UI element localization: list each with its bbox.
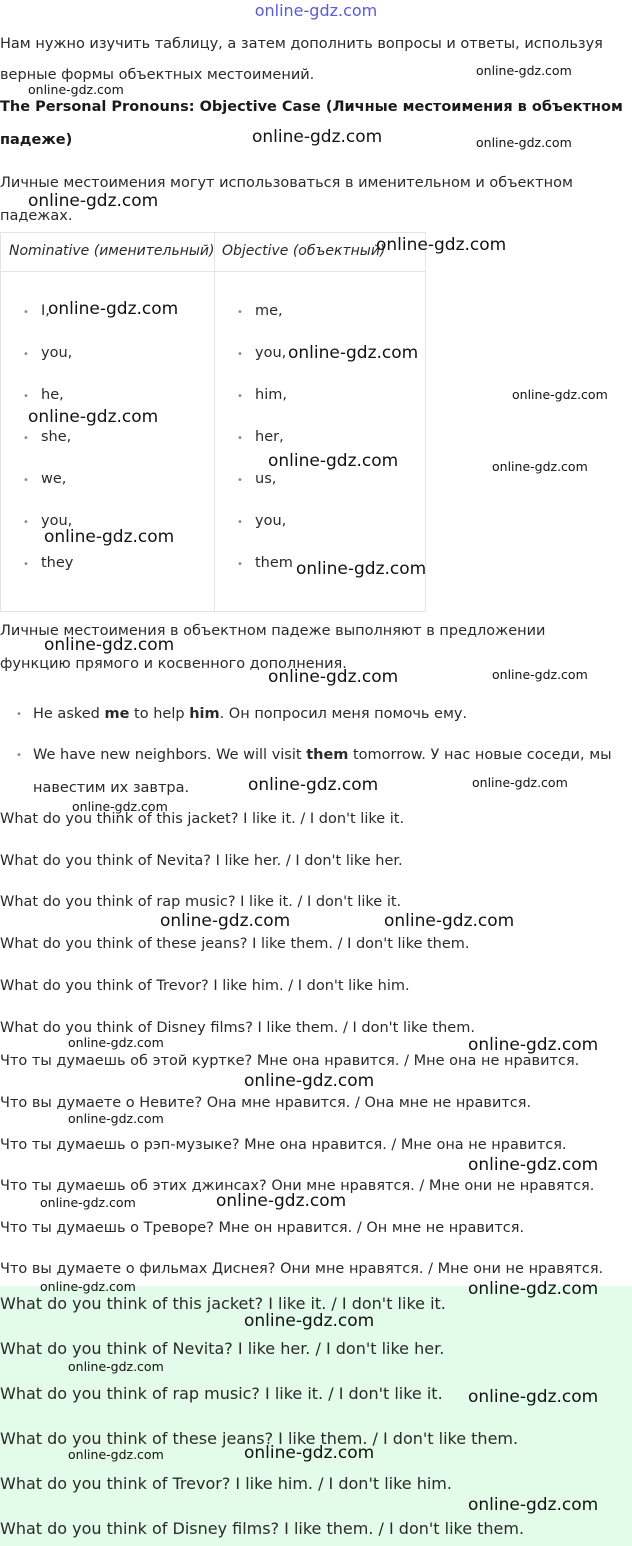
objective-pronoun: you, xyxy=(255,513,287,529)
watermark: online-gdz.com xyxy=(216,1191,347,1211)
section-heading-line-2: падеже) xyxy=(0,132,73,148)
watermark: online-gdz.com xyxy=(244,1443,375,1463)
example-sentence-1: He asked me to help him. Он попросил меня помочь ему. xyxy=(33,706,468,722)
nominative-pronoun: they xyxy=(41,555,74,571)
bullet-icon: • xyxy=(23,391,29,402)
objective-pronoun: them xyxy=(255,555,293,571)
objective-pronoun: me, xyxy=(255,303,283,319)
objective-pronoun: you, xyxy=(255,345,287,361)
intro-line-1: Нам нужно изучить таблицу, а затем дополнить вопросы и ответы, используя xyxy=(0,36,603,52)
bullet-icon: • xyxy=(23,517,29,528)
watermark: online-gdz.com xyxy=(468,1495,599,1515)
bullet-icon: • xyxy=(237,559,243,570)
objective-pronoun: us, xyxy=(255,471,277,487)
column-header-objective: Objective (объектный) xyxy=(222,243,386,259)
russian-answer: Что вы думаете о фильмах Диснея? Они мне нравятся. / Мне они не нравятся. xyxy=(0,1261,604,1277)
intro-line-2: верные формы объектных местоимений. xyxy=(0,67,315,83)
watermark: online-gdz.com xyxy=(28,407,159,427)
example-sentence-2: We have new neighbors. We will visit them tomorrow. У нас новые соседи, мы xyxy=(33,747,612,763)
russian-answer: Что ты думаешь об этой куртке? Мне она нравится. / Мне она не нравится. xyxy=(0,1053,580,1069)
watermark: online-gdz.com xyxy=(376,235,507,255)
watermark: online-gdz.com xyxy=(288,343,419,363)
russian-answer: Что ты думаешь о рэп-музыке? Мне она нравится. / Мне она не нравится. xyxy=(0,1137,567,1153)
watermark: online-gdz.com xyxy=(28,82,124,97)
watermark: online-gdz.com xyxy=(72,799,168,814)
nominative-pronoun: she, xyxy=(41,429,72,445)
paragraph-2-line-2: функцию прямого и косвенного дополнения. xyxy=(0,656,347,672)
watermark: online-gdz.com xyxy=(68,1359,164,1374)
watermark: online-gdz.com xyxy=(468,1035,599,1055)
watermark: online-gdz.com xyxy=(244,1071,375,1091)
section-heading-line-1: The Personal Pronouns: Objective Case (Личные местоимения в объектном xyxy=(0,99,623,115)
english-answer: What do you think of these jeans? I like them. / I don't like them. xyxy=(0,936,470,952)
bullet-icon: • xyxy=(16,709,22,720)
watermark: online-gdz.com xyxy=(160,911,291,931)
english-answer: What do you think of this jacket? I like it. / I don't like it. xyxy=(0,811,405,827)
bullet-icon: • xyxy=(23,307,29,318)
bullet-icon: • xyxy=(23,475,29,486)
watermark: online-gdz.com xyxy=(48,299,179,319)
final-answer: What do you think of rap music? I like it. / I don't like it. xyxy=(0,1384,443,1403)
objective-pronoun: her, xyxy=(255,429,284,445)
bullet-icon: • xyxy=(237,391,243,402)
paragraph-2-line-1: Личные местоимения в объектном падеже выполняют в предложении xyxy=(0,623,546,639)
bullet-icon: • xyxy=(237,517,243,528)
english-answer: What do you think of Disney films? I like them. / I don't like them. xyxy=(0,1020,475,1036)
watermark: online-gdz.com xyxy=(268,451,399,471)
russian-answer: Что вы думаете о Невите? Она мне нравится. / Она мне не нравится. xyxy=(0,1095,532,1111)
watermark: online-gdz.com xyxy=(296,559,427,579)
russian-answer: Что ты думаешь о Треворе? Мне он нравится. / Он мне не нравится. xyxy=(0,1220,525,1236)
watermark: online-gdz.com xyxy=(468,1387,599,1407)
watermark: online-gdz.com xyxy=(44,527,175,547)
bullet-icon: • xyxy=(23,433,29,444)
watermark: online-gdz.com xyxy=(468,1155,599,1175)
paragraph-1-line-1: Личные местоимения могут использоваться в именительном и объектном xyxy=(0,175,573,191)
watermark: online-gdz.com xyxy=(68,1035,164,1050)
objective-pronoun: him, xyxy=(255,387,287,403)
site-logo[interactable]: online-gdz.com xyxy=(254,1,378,20)
bullet-icon: • xyxy=(23,559,29,570)
final-answer: What do you think of these jeans? I like them. / I don't like them. xyxy=(0,1429,519,1448)
watermark: online-gdz.com xyxy=(68,1111,164,1126)
english-answer: What do you think of rap music? I like it. / I don't like it. xyxy=(0,894,402,910)
watermark: online-gdz.com xyxy=(476,135,572,150)
watermark: online-gdz.com xyxy=(384,911,515,931)
watermark: online-gdz.com xyxy=(28,191,159,211)
english-answer: What do you think of Trevor? I like him. / I don't like him. xyxy=(0,978,410,994)
nominative-pronoun: we, xyxy=(41,471,67,487)
watermark: online-gdz.com xyxy=(492,667,588,682)
example-sentence-2-continuation: навестим их завтра. xyxy=(33,780,190,796)
watermark: online-gdz.com xyxy=(44,635,175,655)
bullet-icon: • xyxy=(237,433,243,444)
column-header-nominative: Nominative (именительный) xyxy=(9,243,215,259)
bullet-icon: • xyxy=(16,750,22,761)
bullet-icon: • xyxy=(237,475,243,486)
watermark: online-gdz.com xyxy=(492,459,588,474)
watermark: online-gdz.com xyxy=(40,1195,136,1210)
final-answer: What do you think of Nevita? I like her. / I don't like her. xyxy=(0,1339,445,1358)
final-answer: What do you think of Trevor? I like him. / I don't like him. xyxy=(0,1474,452,1493)
nominative-pronoun: you, xyxy=(41,345,73,361)
nominative-pronoun: you, xyxy=(41,513,73,529)
watermark: online-gdz.com xyxy=(512,387,608,402)
nominative-pronoun: I, xyxy=(41,303,50,319)
watermark: online-gdz.com xyxy=(244,1311,375,1331)
nominative-pronoun: he, xyxy=(41,387,64,403)
bullet-icon: • xyxy=(23,349,29,360)
english-answer: What do you think of Nevita? I like her. / I don't like her. xyxy=(0,853,403,869)
watermark: online-gdz.com xyxy=(252,127,383,147)
bullet-icon: • xyxy=(237,349,243,360)
watermark: online-gdz.com xyxy=(68,1447,164,1462)
watermark: online-gdz.com xyxy=(248,775,379,795)
watermark: online-gdz.com xyxy=(476,63,572,78)
watermark: online-gdz.com xyxy=(472,775,568,790)
paragraph-1-line-2: падежах. xyxy=(0,208,73,224)
watermark: online-gdz.com xyxy=(268,667,399,687)
watermark: online-gdz.com xyxy=(40,1279,136,1294)
final-answer: What do you think of this jacket? I like it. / I don't like it. xyxy=(0,1294,446,1313)
watermark: online-gdz.com xyxy=(468,1279,599,1299)
russian-answer: Что ты думаешь об этих джинсах? Они мне нравятся. / Мне они не нравятся. xyxy=(0,1178,595,1194)
bullet-icon: • xyxy=(237,307,243,318)
final-answer: What do you think of Disney films? I like them. / I don't like them. xyxy=(0,1519,525,1538)
